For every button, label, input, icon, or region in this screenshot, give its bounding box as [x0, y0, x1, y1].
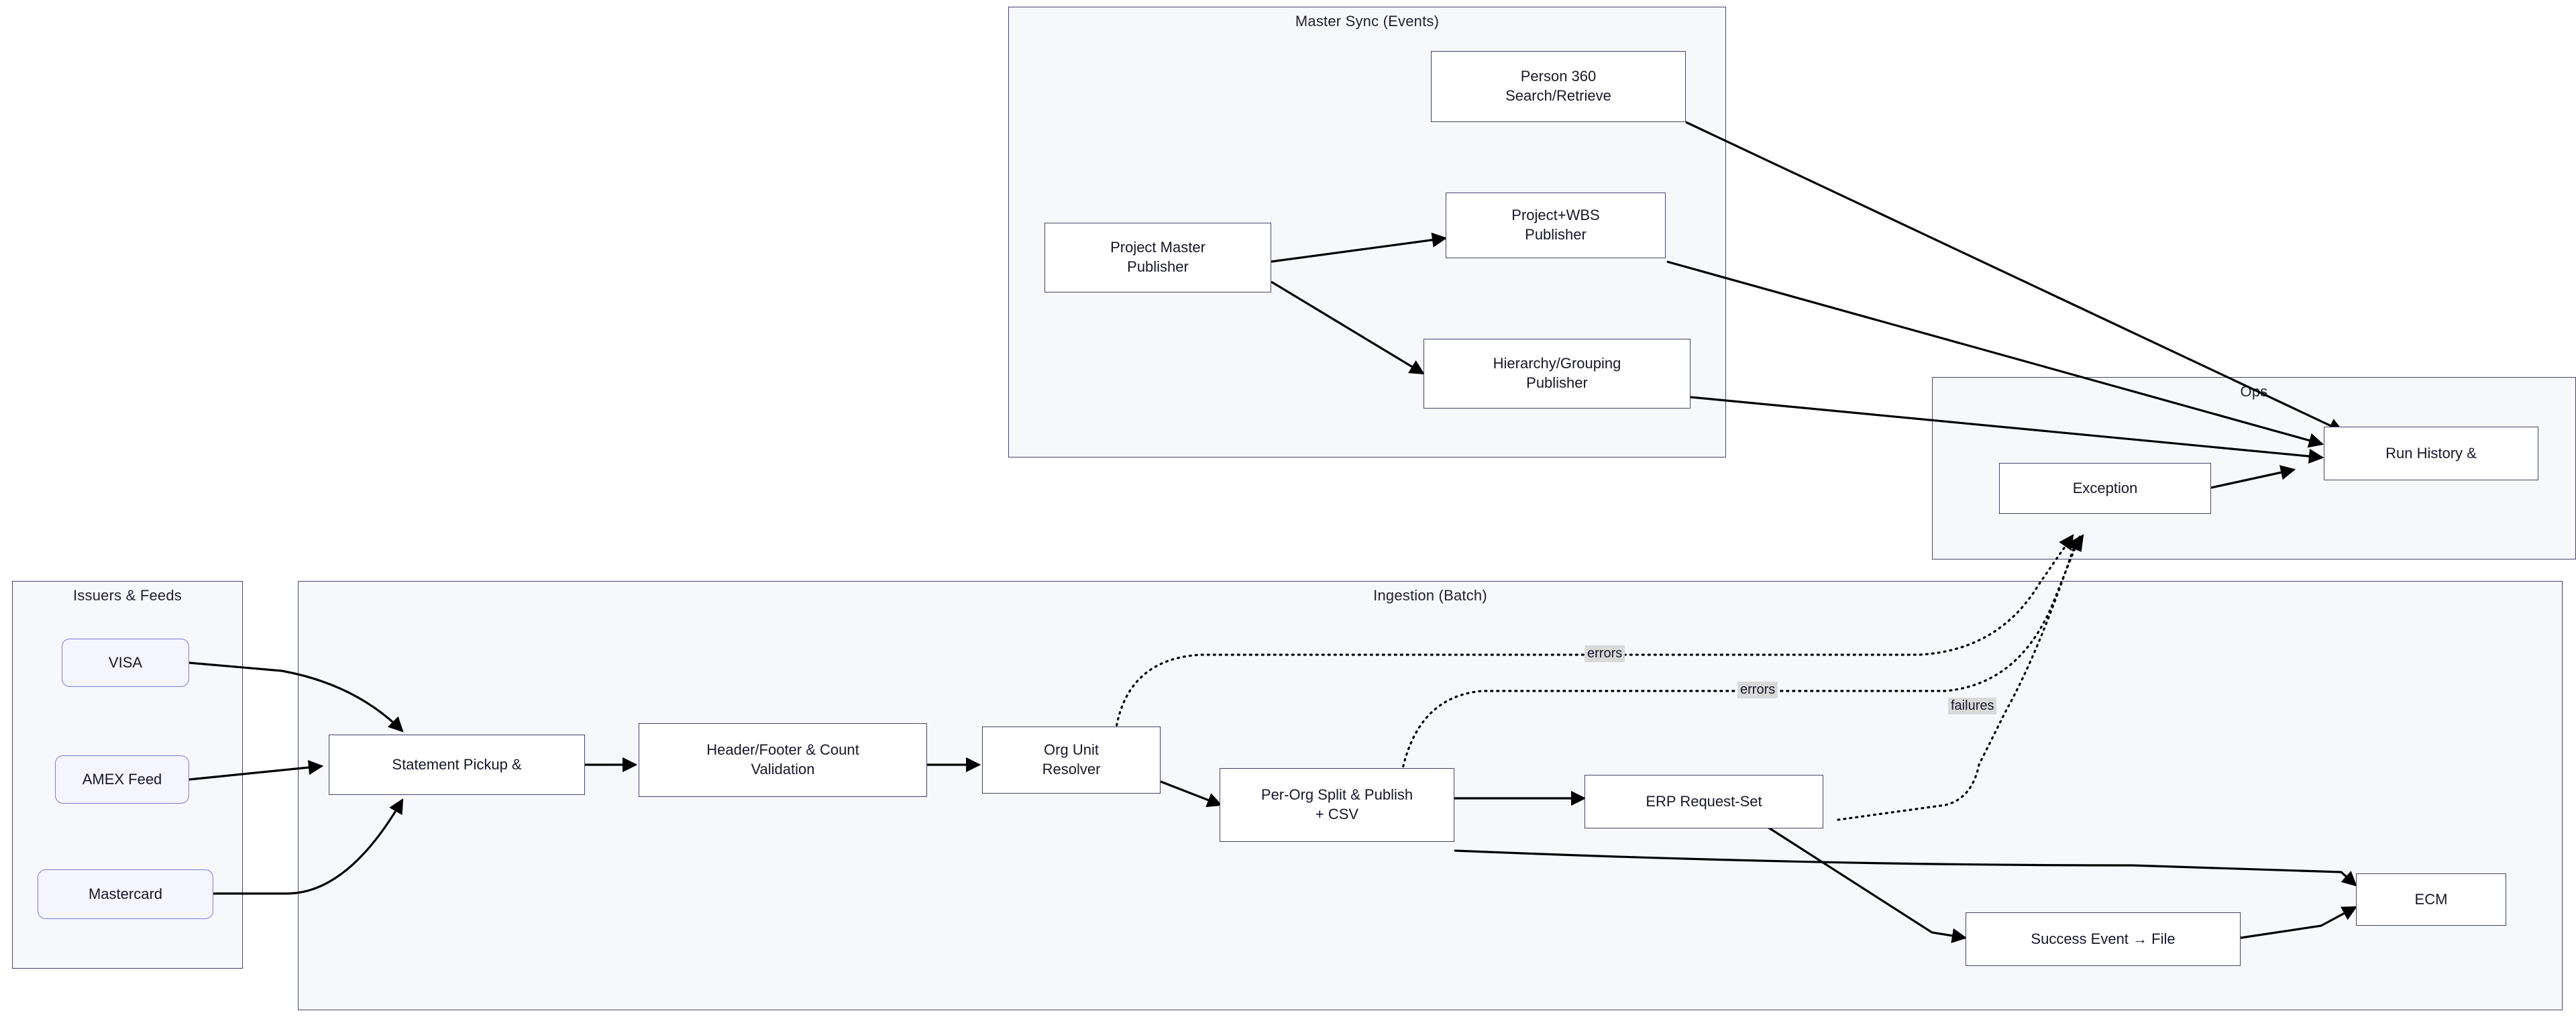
node-project-master-publisher-line1: Project Master	[1110, 239, 1205, 256]
node-hierarchy-grouping-publisher-line1: Hierarchy/Grouping	[1493, 355, 1621, 372]
node-exception-label: Exception	[2072, 479, 2138, 496]
node-org-unit-resolver-line2: Resolver	[1042, 761, 1101, 777]
node-run-history-label: Run History &	[2385, 444, 2477, 462]
node-person-360-line2: Search/Retrieve	[1505, 87, 1611, 104]
node-run-history[interactable]	[2324, 427, 2538, 480]
node-amex-feed-label: AMEX Feed	[82, 770, 162, 788]
node-project-wbs-publisher-line2: Publisher	[1525, 226, 1587, 243]
node-project-master-publisher[interactable]	[1044, 223, 1271, 292]
node-mastercard[interactable]	[38, 869, 213, 919]
node-statement-pickup[interactable]	[329, 735, 585, 795]
node-person-360-line1: Person 360	[1520, 68, 1597, 85]
node-project-wbs-publisher-line1: Project+WBS	[1511, 207, 1600, 224]
node-org-unit-resolver-line1: Org Unit	[1044, 741, 1099, 759]
group-ops-title: Ops	[2240, 383, 2268, 400]
node-hierarchy-grouping-publisher[interactable]	[1424, 339, 1690, 409]
node-ecm[interactable]	[2356, 873, 2506, 926]
node-erp-request-set-label: ERP Request-Set	[1646, 792, 1762, 810]
node-ecm-label: ECM	[2414, 890, 2448, 908]
node-header-footer-validation-line2: Validation	[751, 761, 815, 777]
node-person-360[interactable]	[1431, 51, 1686, 122]
node-amex-feed[interactable]	[55, 755, 189, 804]
node-hierarchy-grouping-publisher-line2: Publisher	[1526, 374, 1588, 391]
node-header-footer-validation[interactable]	[639, 723, 927, 797]
node-per-org-split-publish-line2: + CSV	[1315, 806, 1359, 822]
node-exception[interactable]	[1999, 463, 2211, 514]
edge-label-errors-mid: errors	[1737, 682, 1778, 698]
node-header-footer-validation-line1: Header/Footer & Count	[706, 741, 859, 759]
node-project-wbs-publisher[interactable]	[1446, 193, 1666, 258]
node-project-master-publisher-line2: Publisher	[1127, 258, 1189, 275]
node-visa[interactable]	[62, 639, 189, 687]
group-master-sync-title: Master Sync (Events)	[1295, 13, 1440, 30]
edge-label-failures: failures	[1948, 698, 1996, 714]
node-visa-label: VISA	[108, 653, 143, 671]
node-org-unit-resolver[interactable]	[982, 727, 1161, 794]
node-mastercard-label: Mastercard	[88, 885, 163, 902]
node-per-org-split-publish[interactable]	[1220, 768, 1454, 842]
node-statement-pickup-label: Statement Pickup &	[392, 755, 522, 773]
group-issuers-feeds-title: Issuers & Feeds	[73, 587, 182, 604]
group-ingestion-batch-title: Ingestion (Batch)	[1373, 587, 1487, 604]
node-success-event-file-label: Success Event → File	[2031, 930, 2176, 947]
node-erp-request-set[interactable]	[1585, 775, 1823, 828]
node-success-event-file[interactable]	[1966, 912, 2241, 966]
node-per-org-split-publish-line1: Per-Org Split & Publish	[1260, 786, 1413, 804]
edge-label-errors-top: errors	[1585, 645, 1625, 662]
